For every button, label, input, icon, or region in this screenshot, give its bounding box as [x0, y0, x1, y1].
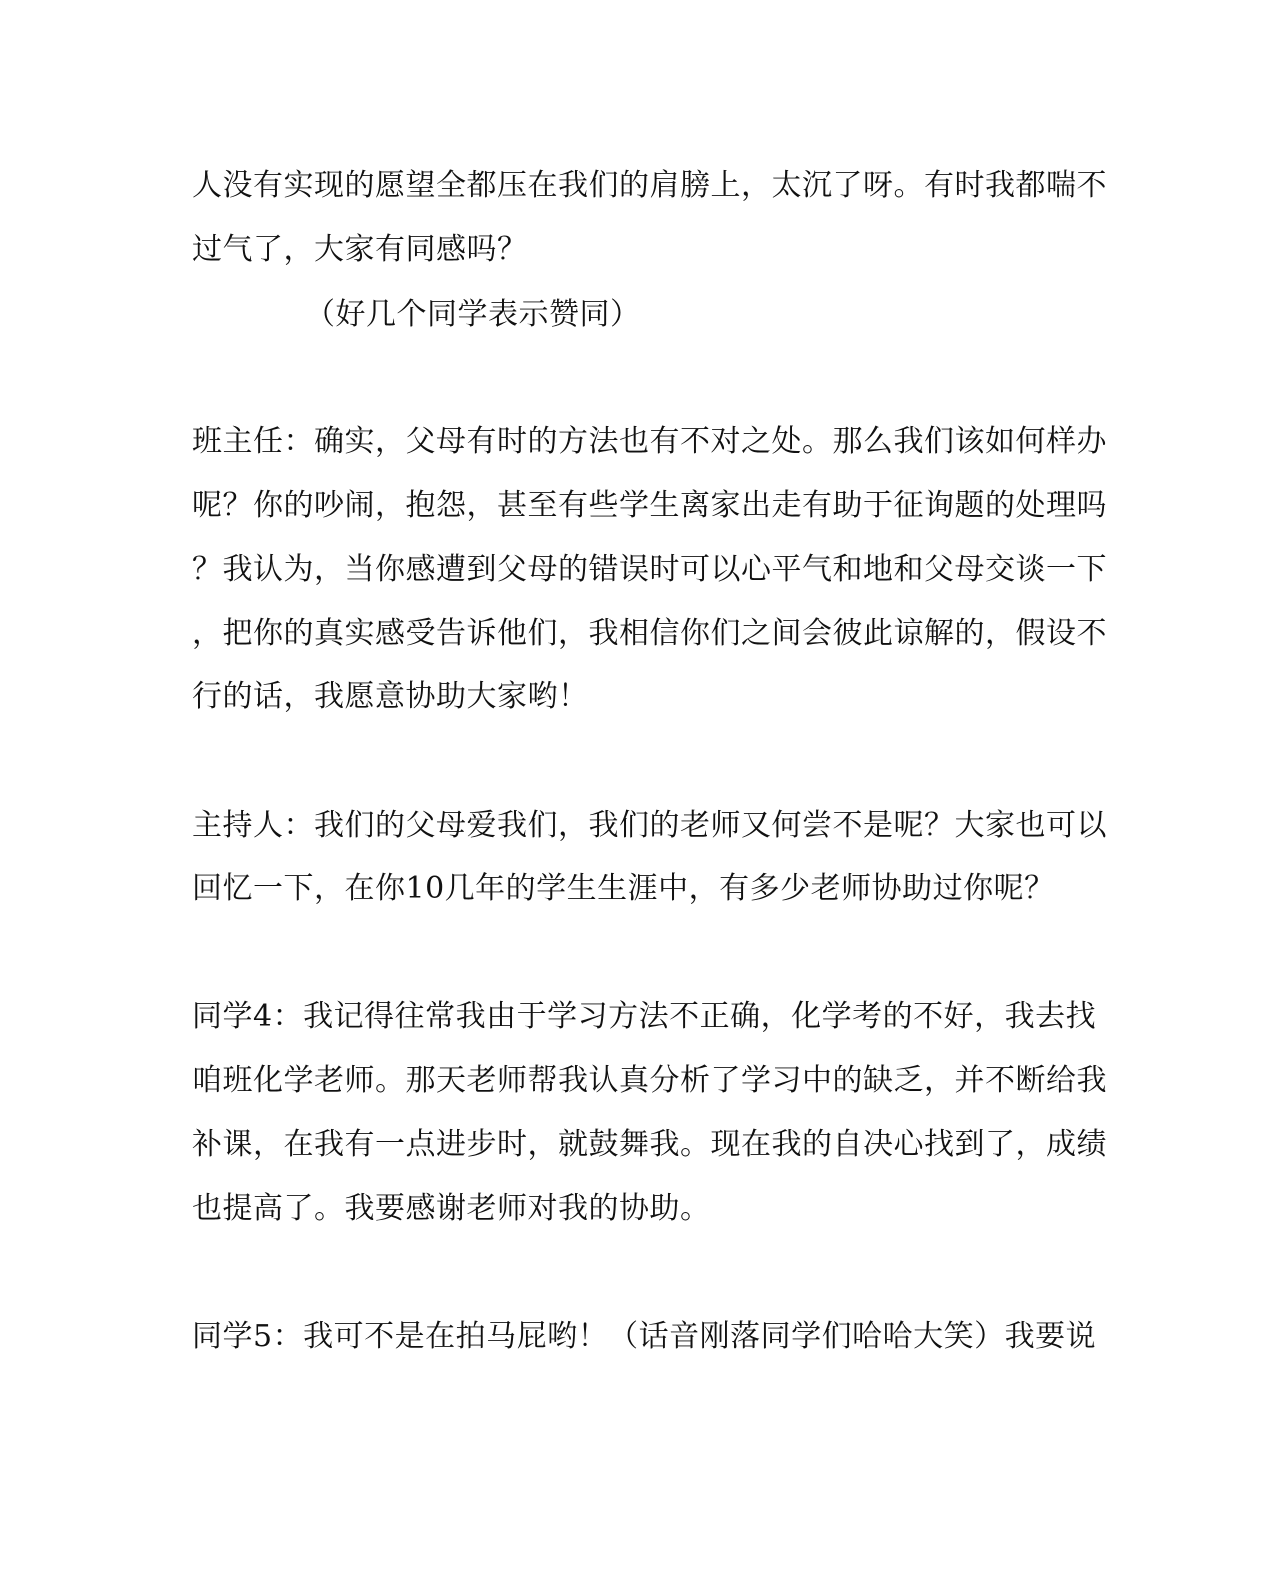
text-line: 班主任：确实，父母有时的方法也有不对之处。那么我们该如何样办 [192, 424, 1107, 459]
stage-direction: （好几个同学表示赞同） [305, 297, 641, 332]
text-line: 过气了，大家有同感吗？ [192, 232, 528, 267]
text-line: 咱班化学老师。那天老师帮我认真分析了学习中的缺乏，并不断给我 [192, 1063, 1107, 1098]
text-line: 行的话，我愿意协助大家哟！ [192, 679, 589, 714]
text-line: 也提高了。我要感谢老师对我的协助。 [192, 1191, 711, 1226]
text-line: 呢？你的吵闹，抱怨，甚至有些学生离家出走有助于征询题的处理吗 [192, 488, 1107, 523]
text-line: 同学4：我记得往常我由于学习方法不正确，化学考的不好，我去找 [192, 999, 1097, 1034]
text-line: 同学5：我可不是在拍马屁哟！（话音刚落同学们哈哈大笑）我要说 [192, 1319, 1097, 1354]
text-line: ？我认为，当你感遭到父母的错误时可以心平气和地和父母交谈一下 [192, 552, 1107, 587]
text-line: 主持人：我们的父母爱我们，我们的老师又何尝不是呢？大家也可以 [192, 808, 1107, 843]
text-line: 补课，在我有一点进步时，就鼓舞我。现在我的自决心找到了，成绩 [192, 1127, 1107, 1162]
text-line: 回忆一下，在你10几年的学生生涯中，有多少老师协助过你呢？ [192, 871, 1055, 906]
text-line: 人没有实现的愿望全都压在我们的肩膀上，太沉了呀。有时我都喘不 [192, 168, 1107, 203]
text-line: ，把你的真实感受告诉他们，我相信你们之间会彼此谅解的，假设不 [192, 616, 1107, 651]
